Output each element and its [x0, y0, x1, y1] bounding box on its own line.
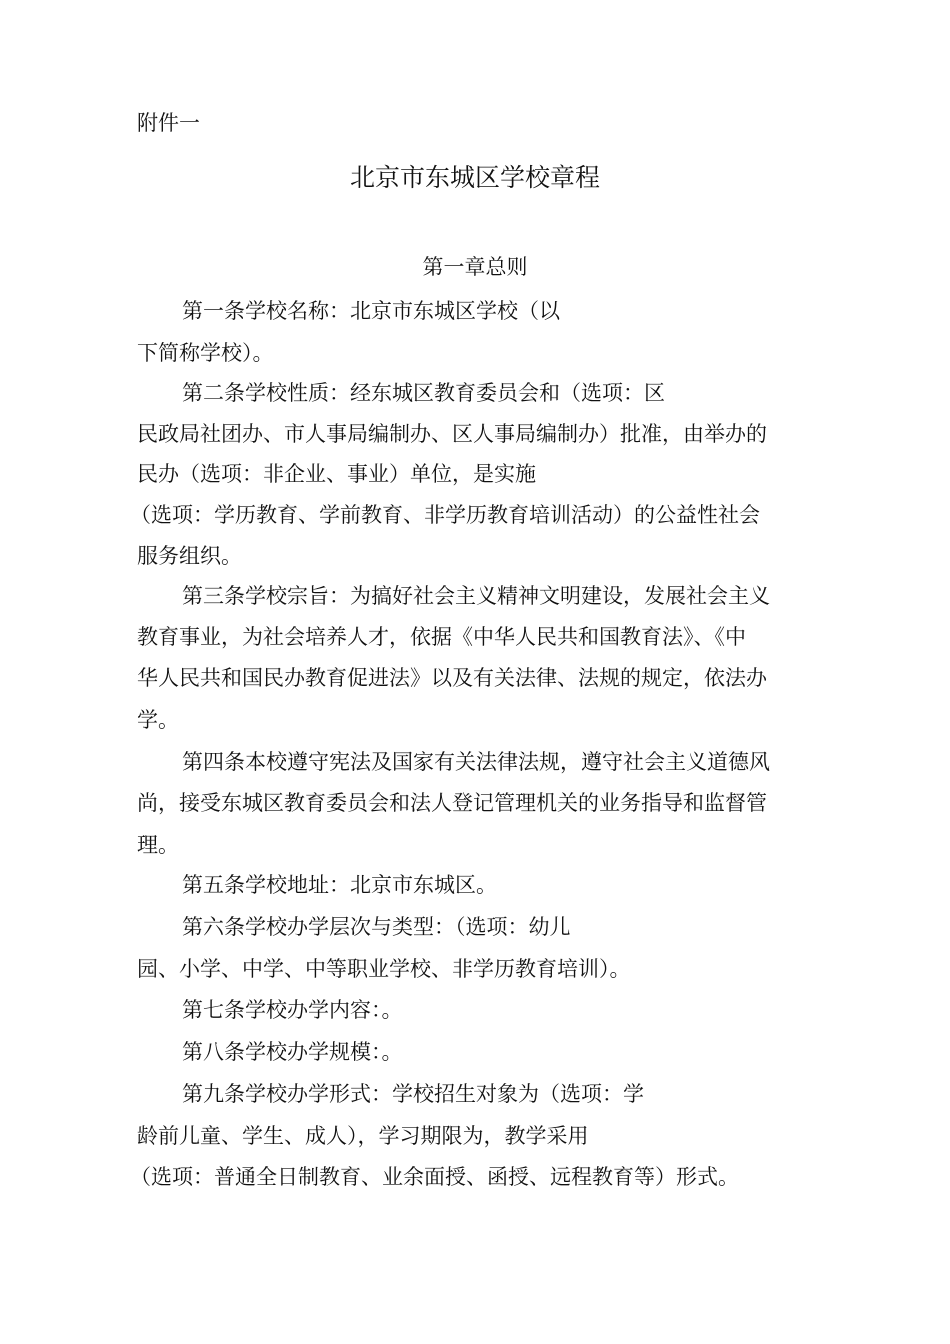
article-9-line-1: 第九条学校办学形式：学校招生对象为（选项：学	[182, 1082, 644, 1106]
article-6-line-2: 园、小学、中学、中等职业学校、非学历教育培训）。	[137, 957, 631, 981]
article-3-line-2: 教育事业，为社会培养人才，依据《中华人民共和国教育法》、《中	[137, 625, 746, 649]
chapter-heading: 第一章总则	[422, 255, 528, 279]
article-4-line-2: 尚，接受东城区教育委员会和法人登记管理机关的业务指导和监督管	[137, 791, 767, 815]
article-2-line-2: 民政局社团办、市人事局编制办、区人事局编制办）批准，由举办的	[137, 422, 767, 446]
article-1-line-1: 第一条学校名称：北京市东城区学校（以	[182, 299, 560, 323]
article-9-line-3: （选项：普通全日制教育、业余面授、函授、远程教育等）形式。	[130, 1165, 739, 1189]
article-2-line-5: 服务组织。	[137, 544, 242, 568]
article-5-line-1: 第五条学校地址：北京市东城区。	[182, 873, 497, 897]
document-title: 北京市东城区学校章程	[349, 163, 600, 192]
attachment-label: 附件一	[137, 111, 200, 135]
article-2-line-1: 第二条学校性质：经东城区教育委员会和（选项：区	[182, 381, 665, 405]
article-2-line-4: （选项：学历教育、学前教育、非学历教育培训活动）的公益性社会	[130, 503, 760, 527]
article-6-line-1: 第六条学校办学层次与类型：（选项：幼儿	[182, 915, 571, 939]
article-3-line-1: 第三条学校宗旨：为搞好社会主义精神文明建设，发展社会主义	[182, 584, 770, 608]
article-9-line-2: 龄前儿童、学生、成人），学习期限为，教学采用	[137, 1124, 589, 1148]
article-1-line-2: 下简称学校）。	[137, 341, 274, 365]
article-3-line-4: 学。	[137, 708, 179, 732]
article-4-line-3: 理。	[137, 833, 179, 857]
article-3-line-3: 华人民共和国民办教育促进法》以及有关法律、法规的规定，依法办	[137, 666, 767, 690]
article-7-line-1: 第七条学校办学内容：。	[182, 998, 403, 1022]
article-2-line-3: 民办（选项：非企业、事业）单位，是实施	[137, 462, 536, 486]
article-4-line-1: 第四条本校遵守宪法及国家有关法律法规，遵守社会主义道德风	[182, 750, 770, 774]
article-8-line-1: 第八条学校办学规模：。	[182, 1040, 403, 1064]
